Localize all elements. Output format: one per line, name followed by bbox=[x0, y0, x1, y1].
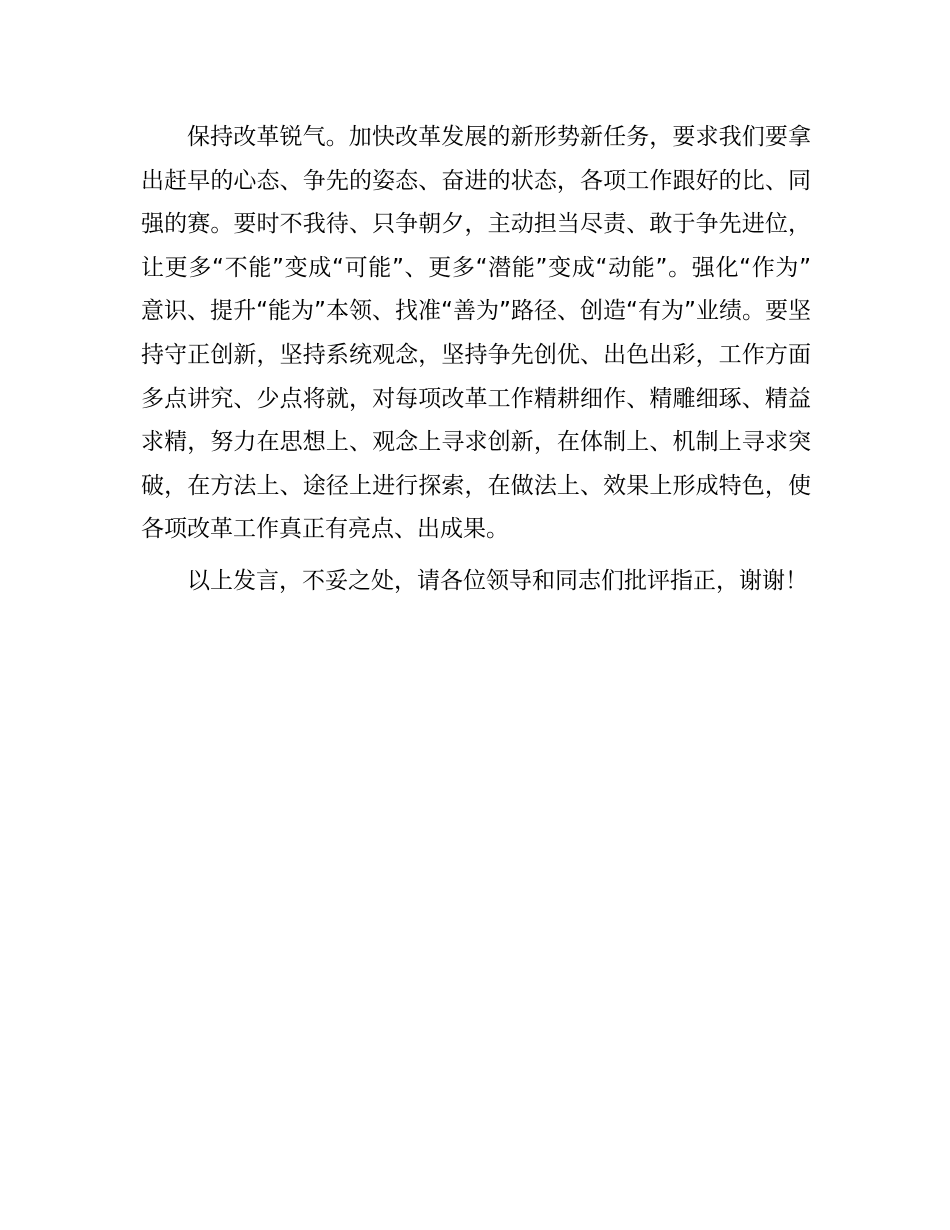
closing-paragraph: 以上发言，不妥之处，请各位领导和同志们批评指正，谢谢！ bbox=[187, 567, 808, 594]
body-paragraph: 保持改革锐气。加快改革发展的新形势新任务，要求我们要拿出赶早的心态、争先的姿态、奋进的状态，各项工作跟好的比、同强的赛。要时不我待、只争朝夕，主动担当尽责、敢于争先进位，让更多“不能”变成“可能”、更多“潜能”变成“动能”。强化“作为”意识、提升“能为”本领、找准“善为”路径、创造“有为”业绩。要坚持守正创新，坚持系统观念，坚持争先创优、出色出彩，工作方面多点讲究、少点将就，对每项改革工作精耕细作、精雕细琢、精益求精，努力在思想上、观念上寻求创新，在体制上、机制上寻求突破，在方法上、途径上进行探索，在做法上、效果上形成特色，使各项改革工作真正有亮点、出成果。 bbox=[141, 124, 811, 543]
document-body bbox=[141, 116, 811, 604]
